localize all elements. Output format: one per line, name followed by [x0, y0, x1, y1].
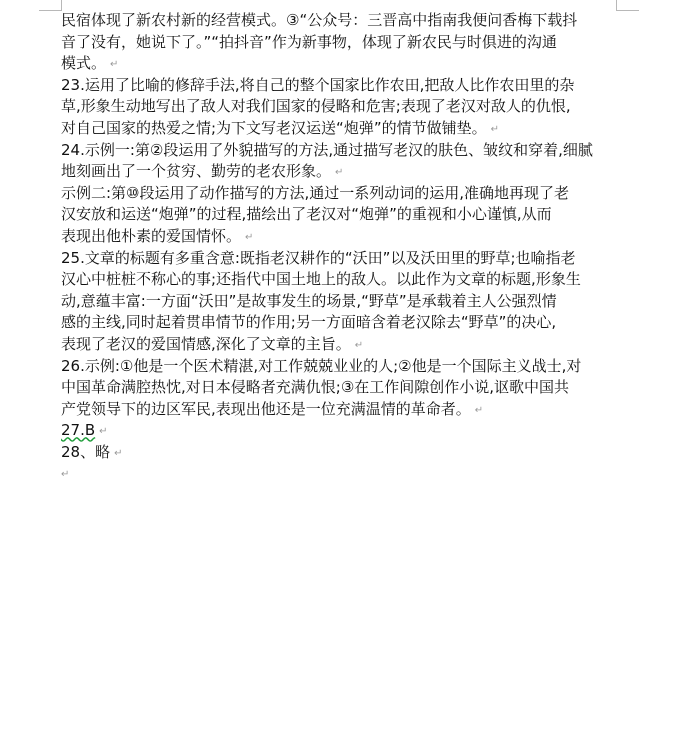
text-line: 25.文章的标题有多重含意:既指老汉耕作的“沃田”以及沃田里的野草;也喻指老: [61, 248, 576, 267]
text-line: 26.示例:①他是一个医术精湛,对工作兢兢业业的人;②他是一个国际主义战士,对: [61, 356, 582, 375]
text-line: [61, 463, 617, 485]
text-line: 23.运用了比喻的修辞手法,将自己的整个国家比作农田,把敌人比作农田里的杂: [61, 75, 575, 94]
text-line: 音了没有，她说下了。”“拍抖音”作为新事物，体现了新农民与时俱进的沟通: [61, 32, 557, 51]
paragraph-mark-icon: ↵: [99, 426, 108, 438]
text-line: 中国革命满腔热忱,对日本侵略者充满仇恨;③在工作间隙创作小说,讴歌中国共: [61, 378, 570, 397]
paragraph-mark-icon: ↵: [61, 469, 70, 481]
text-line: 表现出他朴素的爱国情怀。 ↵: [61, 226, 254, 245]
text-line: 对自己国家的热爱之情;为下文写老汉运送“炮弹”的情节做铺垫。 ↵: [61, 118, 499, 137]
margin-corner-top-right: [616, 0, 639, 11]
text-line: 产党领导下的边区军民,表现出他还是一位充满温情的革命者。 ↵: [61, 399, 484, 418]
paragraph-mark-icon: ↵: [110, 59, 119, 71]
text-line: 27.B ↵: [61, 421, 108, 440]
text-line: 模式。 ↵: [61, 54, 119, 73]
text-line: 草,形象生动地写出了敌人对我们国家的侵略和危害;表现了老汉对敌人的仇恨,: [61, 97, 571, 116]
paragraph-mark-icon: ↵: [335, 167, 344, 179]
text-line: 24.示例一:第②段运用了外貌描写的方法,通过描写老汉的肤色、皱纹和穿着,细腻: [61, 140, 593, 159]
paragraph-mark-icon: ↵: [490, 123, 499, 135]
text-line: 汉安放和运送“炮弹”的过程,描绘出了老汉对“炮弹”的重视和小心谨慎,从而: [61, 205, 552, 224]
text-line: 感的主线,同时起着贯串情节的作用;另一方面暗含着老汉除去“野草”的决心,: [61, 313, 557, 332]
paragraph-mark-icon: ↵: [474, 404, 484, 416]
paragraph-mark-icon: ↵: [114, 447, 123, 459]
paragraph-mark-icon: ↵: [354, 339, 364, 351]
text-line: 表现了老汉的爱国情感,深化了文章的主旨。 ↵: [61, 334, 364, 353]
text-line: 示例二:第⑩段运用了动作描写的方法,通过一系列动词的运用,准确地再现了老: [61, 183, 570, 202]
document-body[interactable]: [61, 10, 617, 485]
text-line: 28、略 ↵: [61, 442, 123, 461]
text-line: 民宿体现了新农村新的经营模式。③“公众号：三晋高中指南我便问香梅下载抖: [61, 11, 578, 29]
margin-corner-top-left: [39, 0, 62, 11]
paragraph-mark-icon: ↵: [245, 231, 254, 243]
text-line: 汉心中桩桩不称心的事;还指代中国土地上的敌人。以此作为文章的标题,形象生: [61, 270, 581, 289]
text-line: 地刻画出了一个贫穷、勤劳的老农形象。 ↵: [61, 162, 344, 181]
text-line: 动,意蕴丰富:一方面“沃田”是故事发生的场景,“野草”是承载着主人公强烈情: [61, 291, 557, 310]
